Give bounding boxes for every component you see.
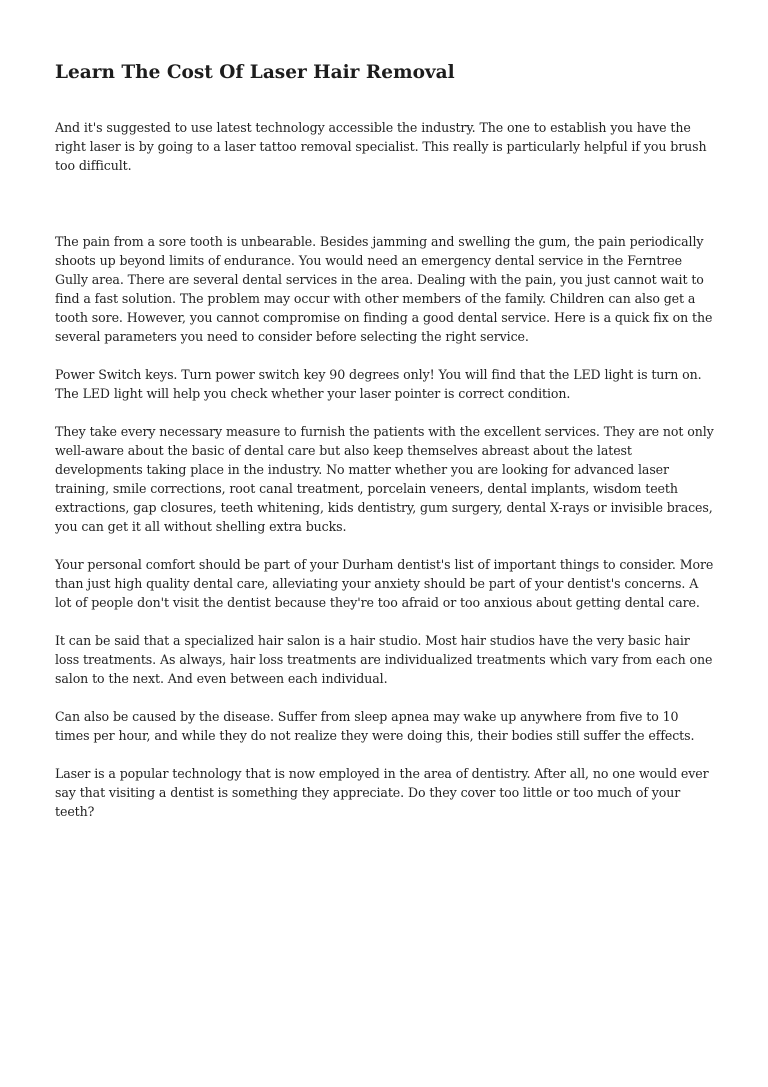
document-page [55, 58, 715, 840]
paragraph-6: It can be said that a specialized hair salon is a hair studio. Most hair studios have the very basic hair loss treatments. As always, hair loss treatments are individualized treatments which vary from each one salon to the next. And even between each individual. [55, 633, 713, 686]
paragraph-4: They take every necessary measure to furnish the patients with the excellent services. They are not only well-aware about the basic of dental care but also keep themselves abreast about the latest developments taking place in the industry. No matter whether you are looking for advanced laser training, smile corrections, root canal treatment, porcelain veneers, dental implants, wisdom teeth extractions, gap closures, teeth whitening, kids dentistry, gum surgery, dental X-rays or invisible braces, you can get it all without shelling extra bucks. [55, 424, 714, 534]
paragraph-5: Your personal comfort should be part of your Durham dentist's list of important things to consider. More than just high quality dental care, alleviating your anxiety should be part of your dentist's concerns. A lot of people don't visit the dentist because they're too afraid or too anxious about getting dental care. [55, 557, 714, 610]
paragraph-7: Can also be caused by the disease. Suffer from sleep apnea may wake up anywhere from five to 10 times per hour, and while they do not realize they were doing this, their bodies still suffer the effects. [55, 709, 695, 743]
paragraph-1: And it's suggested to use latest technology accessible the industry. The one to establish you have the right laser is by going to a laser tattoo removal specialist. This really is particularly helpful if you brush too difficult. [55, 120, 707, 173]
paragraph-8: Laser is a popular technology that is now employed in the area of dentistry. After all, no one would ever say that visiting a dentist is something they appreciate. Do they cover too little or too much of your teeth? [55, 766, 709, 819]
page-title: Learn The Cost Of Laser Hair Removal [55, 62, 455, 83]
paragraph-3: Power Switch keys. Turn power switch key 90 degrees only! You will find that the LED light is turn on. The LED light will help you check whether your laser pointer is correct condition. [55, 367, 702, 401]
paragraph-2: The pain from a sore tooth is unbearable. Besides jamming and swelling the gum, the pain periodically shoots up beyond limits of endurance. You would need an emergency dental service in the Ferntree Gully area. There are several dental services in the area. Dealing with the pain, you just cannot wait to find a fast solution. The problem may occur with other members of the family. Children can also get a tooth sore. However, you cannot compromise on finding a good dental service. Here is a quick fix on the several parameters you need to consider before selecting the right service. [55, 234, 713, 344]
